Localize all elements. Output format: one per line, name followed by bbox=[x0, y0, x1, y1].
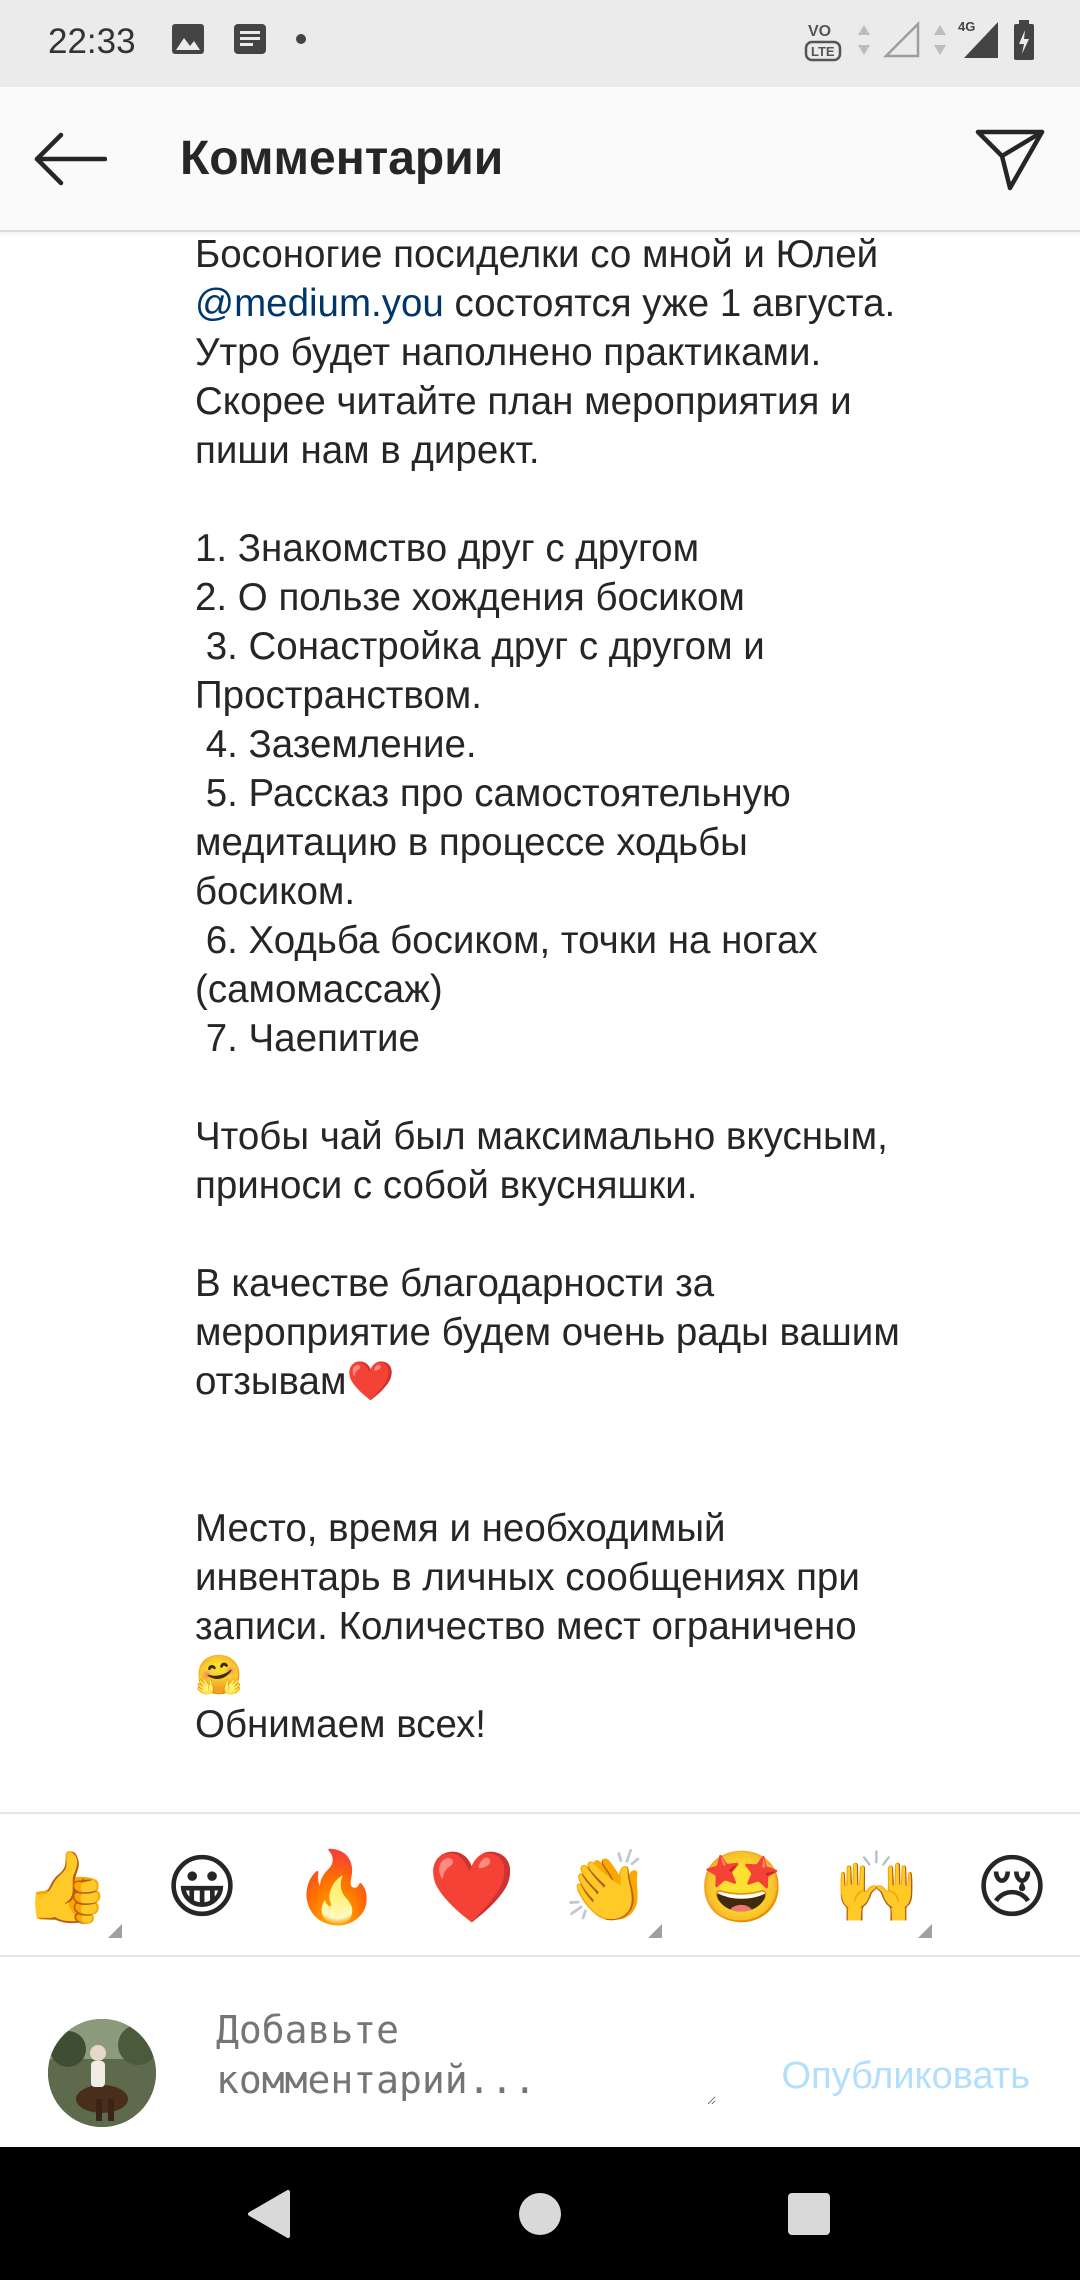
app-header bbox=[0, 87, 1080, 232]
arrow-left-icon bbox=[33, 131, 107, 187]
more-notifications-dot-icon bbox=[294, 32, 308, 46]
reaction-clap[interactable] bbox=[562, 1846, 652, 1928]
comment-input[interactable] bbox=[216, 2005, 716, 2105]
avatar[interactable] bbox=[48, 2019, 156, 2127]
grinning-face-icon: 😀 bbox=[165, 1846, 239, 1928]
signal-4g-icon bbox=[958, 18, 1002, 62]
page-title: Комментарии bbox=[180, 132, 504, 185]
caption-line: пиши нам в директ. bbox=[195, 429, 540, 472]
reaction-crying[interactable] bbox=[967, 1846, 1057, 1928]
star-struck-icon: 🤩 bbox=[698, 1845, 786, 1928]
nav-recents-button[interactable] bbox=[749, 2147, 869, 2280]
heart-emoji: ❤️ bbox=[346, 1360, 395, 1403]
publish-button[interactable]: Опубликовать bbox=[781, 2055, 1030, 2097]
thanks-paragraph: В качестве благодарности за мероприятие будем очень рады вашим отзывам❤️ bbox=[195, 1262, 900, 1403]
status-time: 22:33 bbox=[48, 22, 136, 61]
signal-sim1-icon bbox=[882, 20, 922, 60]
plan-item: 4. Заземление. bbox=[195, 723, 477, 766]
reaction-thumbs-up[interactable] bbox=[22, 1846, 112, 1928]
system-navigation-bar bbox=[0, 2147, 1080, 2280]
svg-text:LTE: LTE bbox=[811, 44, 835, 59]
circle-home-icon bbox=[516, 2190, 564, 2238]
data-arrows-icon-2 bbox=[932, 19, 948, 61]
nav-home-button[interactable] bbox=[480, 2147, 600, 2280]
svg-text:4G: 4G bbox=[958, 19, 976, 34]
back-button[interactable] bbox=[30, 123, 110, 195]
reaction-raising-hands[interactable] bbox=[832, 1846, 922, 1928]
image-notification-icon bbox=[170, 22, 206, 56]
reaction-heart[interactable] bbox=[427, 1846, 517, 1928]
plan-item: 7. Чаепитие bbox=[195, 1017, 420, 1060]
volte-icon bbox=[802, 16, 846, 64]
raising-hands-icon: 🙌 bbox=[833, 1845, 921, 1928]
hug-emoji: 🤗 bbox=[195, 1654, 243, 1697]
skin-tone-indicator-icon bbox=[648, 1924, 662, 1938]
message-notification-icon bbox=[232, 22, 268, 56]
plan-item: 6. Ходьба босиком, точки на ногах (самомассаж) bbox=[195, 919, 818, 1011]
caption-line: Скорее читайте план мероприятия и bbox=[195, 380, 852, 423]
share-button[interactable] bbox=[970, 119, 1050, 199]
quick-reactions-bar bbox=[0, 1812, 1080, 1957]
crying-face-icon: 😢 bbox=[975, 1846, 1049, 1928]
plan-item: 3. Сонастройка друг с другом и Пространством. bbox=[195, 625, 765, 717]
thumbs-up-icon: 👍 bbox=[23, 1845, 111, 1928]
skin-tone-indicator-icon bbox=[918, 1924, 932, 1938]
svg-text:VO: VO bbox=[808, 23, 832, 40]
place-paragraph: Место, время и необходимый инвентарь в личных сообщениях при записи. Количество мест ограничено bbox=[195, 1507, 860, 1648]
battery-charging-icon bbox=[1012, 18, 1036, 62]
plan-item: 1. Знакомство друг с другом bbox=[195, 527, 700, 570]
reaction-star-struck[interactable] bbox=[697, 1846, 787, 1928]
send-direct-icon bbox=[974, 126, 1046, 192]
status-bar bbox=[0, 0, 1080, 87]
data-arrows-icon bbox=[856, 19, 872, 61]
reaction-grinning[interactable] bbox=[157, 1846, 247, 1928]
caption-line: @medium.you состоятся уже 1 августа. bbox=[195, 282, 896, 325]
hugs-line: Обнимаем всех! bbox=[195, 1703, 487, 1746]
clapping-hands-icon: 👏 bbox=[563, 1845, 651, 1928]
plan-item: 5. Рассказ про самостоятельную медитацию в процессе ходьбы босиком. bbox=[195, 772, 791, 913]
plan-item: 2. О пользе хождения босиком bbox=[195, 576, 745, 619]
reaction-fire[interactable] bbox=[292, 1846, 382, 1928]
system-icons bbox=[802, 16, 1036, 64]
notification-icons bbox=[170, 22, 308, 56]
red-heart-icon: ❤️ bbox=[428, 1845, 516, 1928]
caption-line: Босоногие посиделки со мной и Юлей bbox=[195, 233, 879, 276]
skin-tone-indicator-icon bbox=[108, 1924, 122, 1938]
fire-icon: 🔥 bbox=[293, 1845, 381, 1928]
mention-link[interactable]: @medium.you bbox=[195, 282, 444, 325]
comment-composer bbox=[0, 1957, 1080, 2147]
post-caption bbox=[195, 230, 1015, 1749]
nav-back-button[interactable] bbox=[208, 2147, 328, 2280]
tea-paragraph: Чтобы чай был максимально вкусным, приноси с собой вкусняшки. bbox=[195, 1115, 888, 1207]
caption-line: Утро будет наполнено практиками. bbox=[195, 331, 822, 374]
square-recents-icon bbox=[785, 2190, 833, 2238]
triangle-back-icon bbox=[244, 2188, 292, 2240]
user-avatar-image bbox=[48, 2019, 156, 2127]
